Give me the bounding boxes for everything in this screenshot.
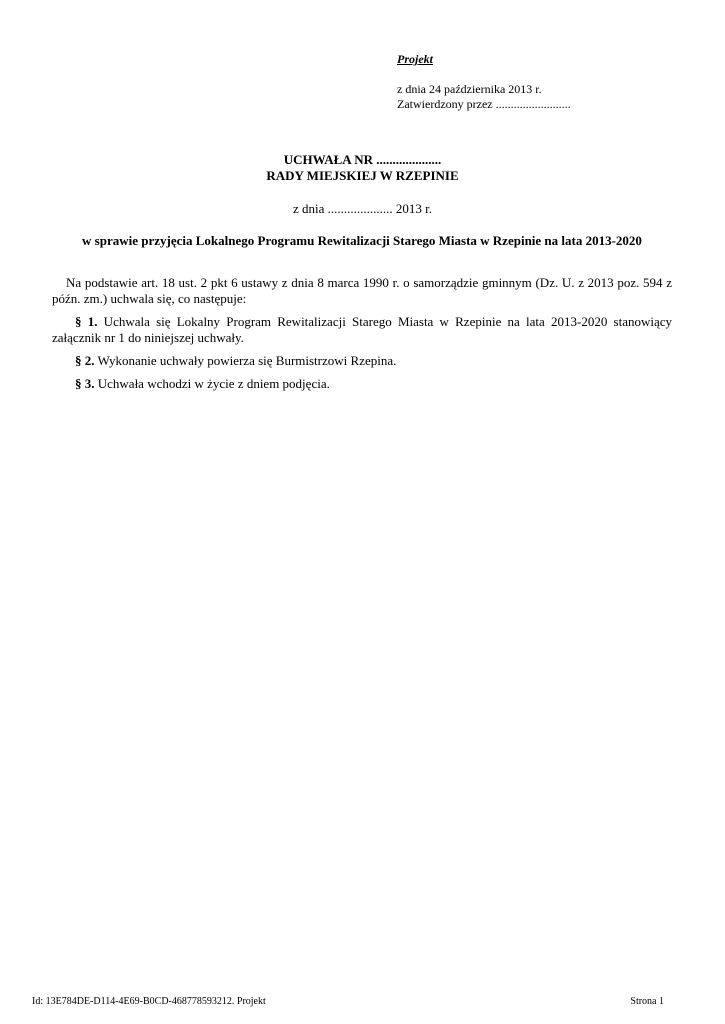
resolution-date: z dnia .................... 2013 r.: [292, 201, 432, 216]
header-date-line: z dnia 24 października 2013 r.: [397, 82, 542, 96]
section-paragraph-2: [52, 353, 672, 369]
section-text: Uchwala się Lokalny Program Rewitalizacji Starego Miasta w Rzepinie na lata 2013-2020 stanowiący załącznik nr 1 do niniejszej uchwały.: [52, 314, 673, 345]
section-mark: § 1.: [75, 314, 98, 329]
resolution-title: [0, 152, 725, 184]
projekt-label: Projekt: [397, 52, 433, 66]
header-block: [397, 52, 571, 112]
header-approved-line: Zatwierdzony przez .........................: [397, 97, 571, 111]
section-paragraph-3: [52, 376, 672, 392]
preamble-paragraph: Na podstawie art. 18 ust. 2 pkt 6 ustawy z dnia 8 marca 1990 r. o samorządzie gminnym (Dz. U. z 2013 poz. 594 z późn. zm.) uchwala się, co następuje:: [52, 275, 672, 306]
resolution-number: UCHWAŁA NR ....................: [283, 152, 442, 167]
section-paragraph-1: [52, 314, 672, 346]
resolution-body: [52, 275, 672, 399]
section-mark: § 3.: [75, 376, 95, 391]
resolution-subject: w sprawie przyjęcia Lokalnego Programu Rewitalizacji Starego Miasta w Rzepinie na lata 2013-2020: [82, 233, 642, 248]
section-text: Uchwała wchodzi w życie z dniem podjęcia.: [94, 376, 330, 391]
section-text: Wykonanie uchwały powierza się Burmistrzowi Rzepina.: [94, 353, 397, 368]
document-id: Id: 13E784DE-D114-4E69-B0CD-468778593212. Projekt: [32, 996, 266, 1007]
section-mark: § 2.: [75, 353, 95, 368]
page-number: Strona 1: [630, 996, 664, 1007]
council-name: RADY MIEJSKIEJ W RZEPINIE: [266, 168, 459, 183]
